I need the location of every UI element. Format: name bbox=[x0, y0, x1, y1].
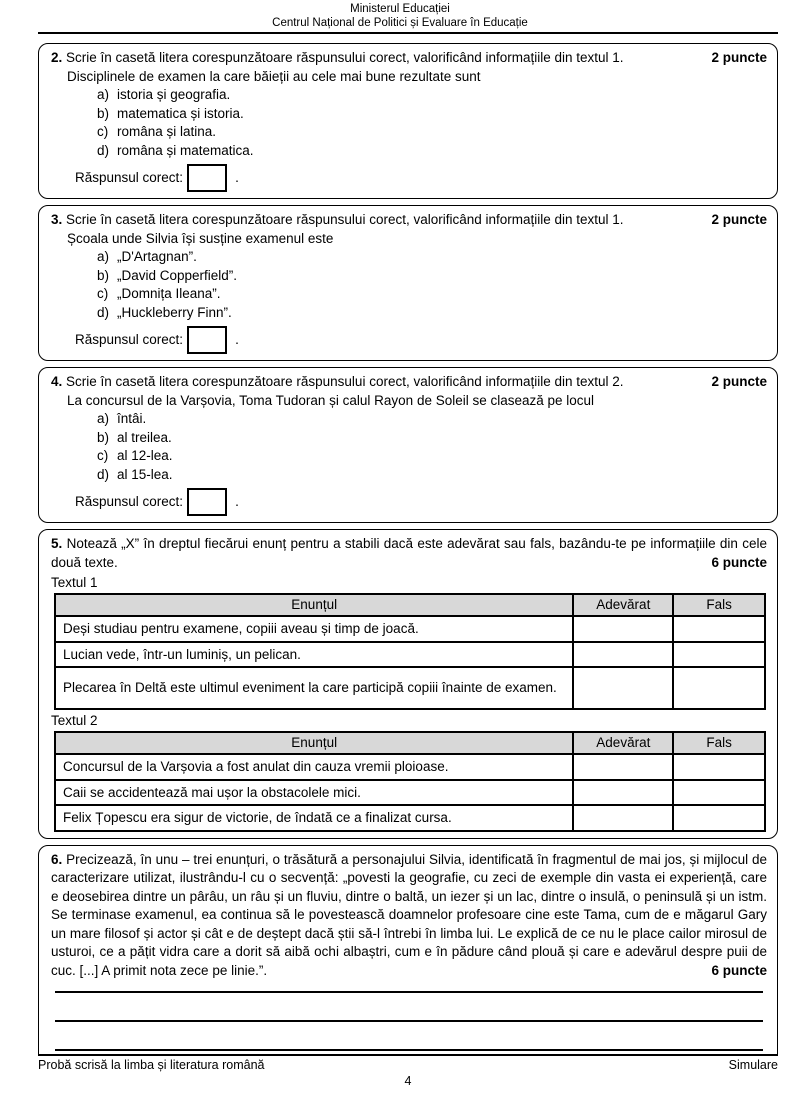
header-divider bbox=[38, 32, 778, 34]
table-header-row bbox=[55, 732, 765, 754]
option-b: b) matematica și istoria. bbox=[97, 105, 244, 121]
statement-cell: Felix Țopescu era sigur de victorie, de îndată ce a finalizat cursa. bbox=[55, 805, 573, 831]
question-5-box bbox=[38, 529, 778, 839]
fals-cell[interactable] bbox=[673, 754, 765, 780]
adevarat-cell[interactable] bbox=[573, 805, 673, 831]
answer-input-box[interactable] bbox=[187, 488, 227, 516]
table-row bbox=[55, 780, 765, 806]
answer-input-box[interactable] bbox=[187, 326, 227, 354]
statement-cell: Plecarea în Deltă este ultimul eveniment la care participă copiii înainte de examen. bbox=[55, 667, 573, 709]
adevarat-cell[interactable] bbox=[573, 780, 673, 806]
true-false-table-text2 bbox=[54, 731, 766, 832]
question-3-box bbox=[38, 205, 778, 361]
statement-cell: Deși studiau pentru examene, copiii aveau și timp de joacă. bbox=[55, 616, 573, 642]
question-2-box bbox=[38, 43, 778, 199]
option-a: a) istoria și geografia. bbox=[97, 87, 231, 102]
question-2-points: 2 puncte bbox=[711, 50, 767, 65]
document-header bbox=[0, 0, 800, 30]
table-row bbox=[55, 642, 765, 668]
question-3-stem: Școala unde Silvia își susține examenul este bbox=[67, 230, 334, 246]
column-header-statement: Enunțul bbox=[55, 594, 573, 616]
question-4-box bbox=[38, 367, 778, 523]
table-row bbox=[55, 667, 765, 709]
statement-cell: Concursul de la Varșovia a fost anulat din cauza vremii ploioase. bbox=[55, 754, 573, 780]
table-header-row bbox=[55, 594, 765, 616]
column-header-true: Adevărat bbox=[573, 594, 673, 616]
answer-line[interactable] bbox=[55, 1022, 763, 1051]
statement-cell: Caii se accidentează mai ușor la obstacolele mici. bbox=[55, 780, 573, 806]
option-b: b) al treilea. bbox=[97, 429, 172, 445]
page-number: 4 bbox=[404, 1074, 412, 1088]
column-header-statement: Enunțul bbox=[55, 732, 573, 754]
option-a: a) „D'Artagnan”. bbox=[97, 249, 197, 264]
question-6-points: 6 puncte bbox=[711, 962, 767, 978]
fals-cell[interactable] bbox=[673, 616, 765, 642]
column-header-false: Fals bbox=[673, 594, 765, 616]
question-6-number: 6. bbox=[51, 851, 63, 867]
option-a: a) întâi. bbox=[97, 411, 147, 426]
fals-cell[interactable] bbox=[673, 667, 765, 709]
adevarat-cell[interactable] bbox=[573, 667, 673, 709]
answer-label: Răspunsul corect: bbox=[75, 169, 184, 185]
adevarat-cell[interactable] bbox=[573, 754, 673, 780]
question-3-prompt: 3. Scrie în casetă litera corespunzătoare răspunsului corect, valorificând informațiile din textul 1. bbox=[51, 212, 624, 227]
statement-cell: Lucian vede, într-un luminiș, un pelican. bbox=[55, 642, 573, 668]
question-4-prompt: 4. Scrie în casetă litera corespunzătoare răspunsului corect, valorificând informațiile din textul 2. bbox=[51, 374, 624, 389]
question-3-answer-row bbox=[75, 325, 767, 355]
answer-label: Răspunsul corect: bbox=[75, 331, 184, 347]
answer-suffix: . bbox=[235, 169, 239, 185]
option-c: c) româna și latina. bbox=[97, 124, 217, 139]
table-row bbox=[55, 805, 765, 831]
option-c: c) al 12-lea. bbox=[97, 448, 173, 463]
question-4-stem: La concursul de la Varșovia, Toma Tudoran și calul Rayon de Soleil se clasează pe locul bbox=[67, 392, 595, 408]
document-footer bbox=[38, 1054, 778, 1088]
answer-label: Răspunsul corect: bbox=[75, 493, 184, 509]
table-row bbox=[55, 616, 765, 642]
answer-input-box[interactable] bbox=[187, 164, 227, 192]
question-3-prompt-row bbox=[51, 211, 767, 230]
question-2-answer-row bbox=[75, 163, 767, 193]
question-4-options bbox=[97, 410, 767, 484]
question-2-number: 2. bbox=[51, 50, 63, 65]
answer-line[interactable] bbox=[55, 993, 763, 1022]
ministry-title: Ministerul Educației bbox=[350, 3, 450, 15]
question-4-answer-row bbox=[75, 487, 767, 517]
question-2-stem: Disciplinele de examen la care băieții au cele mai bune rezultate sunt bbox=[67, 68, 481, 84]
option-d: d) „Huckleberry Finn”. bbox=[97, 304, 232, 320]
content-area bbox=[38, 43, 778, 1087]
option-c: c) „Domnița Ileana”. bbox=[97, 286, 221, 301]
question-6-prompt: 6. Precizează, în unu – trei enunțuri, o trăsătură a personajului Silvia, identificată în fragmentul de mai jos, și mijlocul de caracterizare utilizat, ilustrându-l cu o secvență: „povesti la geografie, cu zeci de exemple din vasta ei experiență, care e deosebirea dintre un pârâu, un râu și un fluviu, dintre o baltă, un iezer și un lac, dintre o insulă, o peninsulă și un istm. Se terminase examenul, ea continua să le povestească doamnelor profesoare cine este Tama, cum de e măgarul Gary un mare filosof și actor și cât e de deștept dacă știi să-l întrebi în limba lui. Le explică de ce nu le place cailor mirosul de usturoi, ce a pățit vidra care a dorit să aibă ochi albaștri, cum e în pădure când plouă și care e adevărul despre puii de cuc. [...] A primit nota zece pe linie.”. bbox=[51, 851, 767, 978]
question-6-box bbox=[38, 845, 778, 1088]
answer-suffix: . bbox=[235, 493, 239, 509]
column-header-true: Adevărat bbox=[573, 732, 673, 754]
question-3-points: 2 puncte bbox=[711, 212, 767, 227]
option-b: b) „David Copperfield”. bbox=[97, 267, 238, 283]
option-d: d) al 15-lea. bbox=[97, 466, 173, 482]
question-2-options bbox=[97, 86, 767, 160]
fals-cell[interactable] bbox=[673, 780, 765, 806]
question-4-points: 2 puncte bbox=[711, 374, 767, 389]
column-header-false: Fals bbox=[673, 732, 765, 754]
question-5-prompt: 5. Notează „X” în dreptul fiecărui enunț pentru a stabili dacă este adevărat sau fals, bazându-te pe informațiile din cele două texte. bbox=[51, 536, 767, 570]
answer-line[interactable] bbox=[55, 980, 763, 993]
fals-cell[interactable] bbox=[673, 805, 765, 831]
question-3-number: 3. bbox=[51, 212, 63, 227]
question-2-prompt: 2. Scrie în casetă litera corespunzătoare răspunsului corect, valorificând informațiile din textul 1. bbox=[51, 50, 624, 65]
option-d: d) româna și matematica. bbox=[97, 142, 254, 158]
question-4-number: 4. bbox=[51, 374, 63, 389]
fals-cell[interactable] bbox=[673, 642, 765, 668]
question-2-prompt-row bbox=[51, 49, 767, 68]
question-5-points: 6 puncte bbox=[711, 554, 767, 570]
adevarat-cell[interactable] bbox=[573, 642, 673, 668]
footer-exam-title: Probă scrisă la limba și literatura română bbox=[38, 1058, 265, 1072]
answer-suffix: . bbox=[235, 331, 239, 347]
center-title: Centrul Național de Politici și Evaluare în Educație bbox=[272, 16, 528, 29]
table-2-caption: Textul 2 bbox=[51, 713, 98, 728]
question-3-options bbox=[97, 248, 767, 322]
table-row bbox=[55, 754, 765, 780]
adevarat-cell[interactable] bbox=[573, 616, 673, 642]
table-1-caption: Textul 1 bbox=[51, 575, 98, 590]
question-4-prompt-row bbox=[51, 373, 767, 392]
footer-row bbox=[38, 1056, 778, 1073]
question-5-number: 5. bbox=[51, 536, 63, 551]
true-false-table-text1 bbox=[54, 593, 766, 710]
footer-session-label: Simulare bbox=[728, 1058, 778, 1072]
